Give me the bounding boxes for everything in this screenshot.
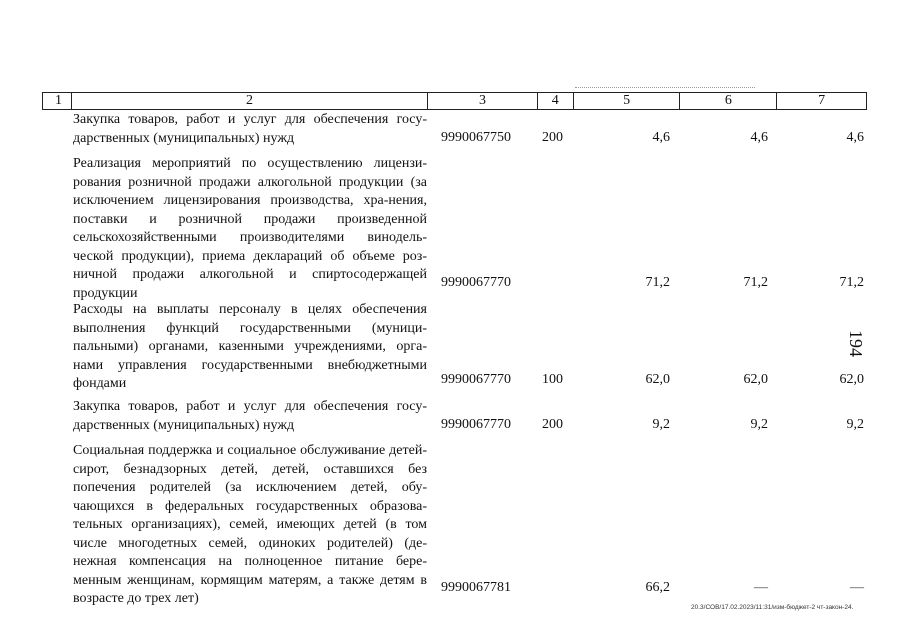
row-value-col7: 62,0: [839, 372, 864, 387]
row-value-col7: 9,2: [846, 417, 864, 432]
row-value-col7: —: [850, 580, 864, 595]
row-value-col5: 62,0: [645, 372, 670, 387]
header-col-1: 1: [43, 93, 72, 109]
row-description: Расходы на выплаты персоналу в целях обеспечения выполнения функций государственными (муници-пальными) органами, казенными учреждениями, орга-нами управления государственными внебюджетными фондами: [73, 302, 427, 391]
row-description: Закупка товаров, работ и услуг для обеспечения госу-дарственных (муниципальных) нужд: [73, 399, 427, 433]
row-description: Реализация мероприятий по осуществлению лицензи-рования розничной продажи алкогольной продукции (за исключением лицензирования производства, хра-нения, поставки и розничной продажи произведенной сельскохозяйственными производителями винодель-ческой продукции), приема деклараций об объеме роз-ничной продажи алкогольной и спиртосодержащей продукции: [73, 156, 427, 301]
row-value-col5: 71,2: [645, 275, 670, 290]
header-col-6: 6: [680, 93, 777, 109]
scan-artifact-line: [575, 87, 755, 88]
row-value-col6: 62,0: [743, 372, 768, 387]
row-value-col7: 4,6: [846, 130, 864, 145]
row-value-col5: 66,2: [645, 580, 670, 595]
header-col-5: 5: [574, 93, 681, 109]
row-code: 9990067770: [441, 417, 511, 432]
footer-stamp: 20.3/СОВ/17.02.2023/11:31/изм-бюджет-2 чт-закон-24.: [691, 604, 854, 611]
header-col-7: 7: [818, 93, 826, 108]
table-header-row: [42, 92, 867, 110]
row-value-col5: 9,2: [652, 417, 670, 432]
row-value-col7: 71,2: [839, 275, 864, 290]
row-type: 200: [542, 130, 563, 145]
row-value-col6: 71,2: [743, 275, 768, 290]
row-code: 9990067770: [441, 372, 511, 387]
row-description: Закупка товаров, работ и услуг для обеспечения госу-дарственных (муниципальных) нужд: [73, 112, 427, 146]
row-value-col5: 4,6: [652, 130, 670, 145]
row-code: 9990067781: [441, 580, 511, 595]
row-description: Социальная поддержка и социальное обслуживание детей-сирот, безнадзорных детей, детей, оставшихся без попечения родителей (за исключением детей, обу-чающихся в федеральных государственных образова-тельных организациях), семей, имеющих детей (в том числе многодетных семей, одиноких родителей) (де-нежная компенсация на полноценное питание бере-менным женщинам, кормящим матерям, а также детям в возрасте до трех лет): [73, 443, 427, 606]
row-value-col6: —: [754, 580, 768, 595]
header-col-3: 3: [428, 93, 538, 109]
header-col-4: 4: [538, 93, 574, 109]
row-value-col6: 9,2: [750, 417, 768, 432]
row-code: 9990067770: [441, 275, 511, 290]
row-type: 100: [542, 372, 563, 387]
page-number: 194: [846, 330, 866, 357]
row-code: 9990067750: [441, 130, 511, 145]
row-value-col6: 4,6: [750, 130, 768, 145]
row-type: 200: [542, 417, 563, 432]
header-col-2: 2: [72, 93, 428, 109]
